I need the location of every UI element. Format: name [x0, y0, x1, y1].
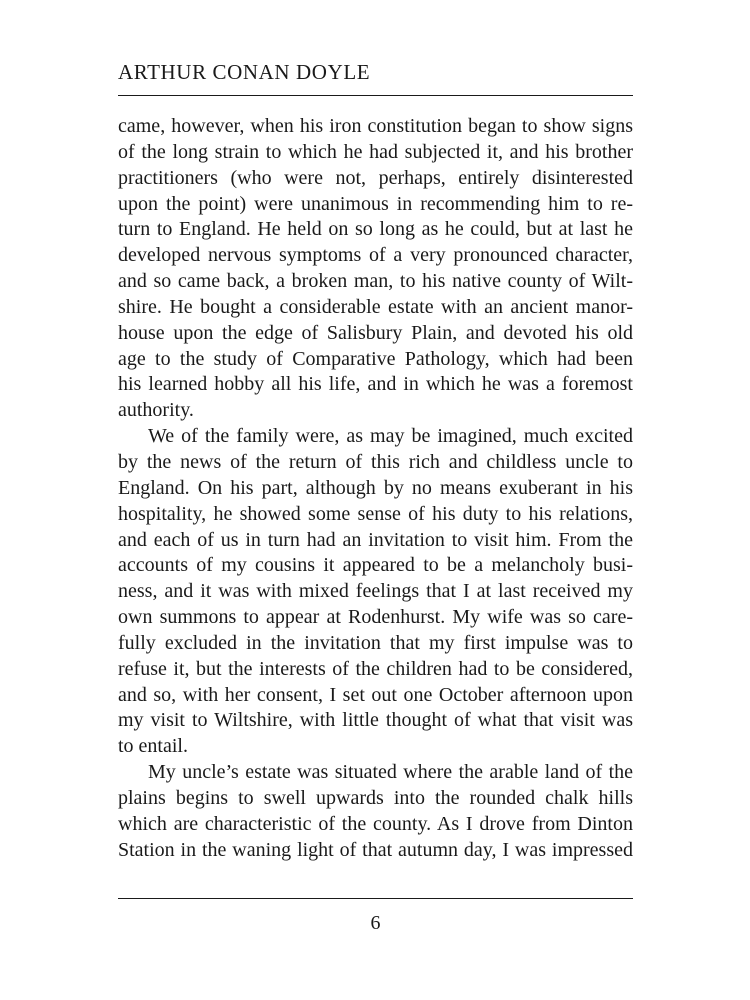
text-line: England. On his part, although by no means exuberant in his	[118, 476, 633, 499]
text-line: age to the study of Comparative Pathology, which had been	[118, 347, 633, 370]
text-line: and so came back, a broken man, to his native county of Wilt-	[118, 270, 633, 293]
text-line: his learned hobby all his life, and in which he was a foremost	[118, 373, 633, 396]
text-line: fully excluded in the invitation that my first impulse was to	[118, 631, 633, 654]
text-line: We of the family were, as may be imagined, much excited	[148, 425, 633, 448]
footer-rule	[118, 898, 633, 899]
text-line: My uncle’s estate was situated where the arable land of the	[148, 761, 633, 784]
page-footer	[118, 898, 633, 935]
text-line: own summons to appear at Rodenhurst. My wife was so care-	[118, 606, 633, 629]
text-line: Station in the waning light of that autumn day, I was impressed	[118, 838, 633, 861]
text-line: turn to England. He held on so long as he could, but at last he	[118, 218, 633, 241]
text-line: hospitality, he showed some sense of his duty to his relations,	[118, 502, 633, 525]
text-line: ness, and it was with mixed feelings that I at last received my	[118, 580, 633, 603]
text-line: by the news of the return of this rich and childless uncle to	[118, 450, 633, 473]
text-line: to entail.	[118, 735, 188, 758]
text-line: and so, with her consent, I set out one October afternoon upon	[118, 683, 633, 706]
text-line: came, however, when his iron constitution began to show signs	[118, 115, 633, 137]
text-line: my visit to Wiltshire, with little thought of what that visit was	[118, 709, 633, 732]
header-rule	[118, 95, 633, 96]
page-header	[118, 58, 633, 96]
text-line: of the long strain to which he had subjected it, and his brother	[118, 140, 633, 163]
text-line: accounts of my cousins it appeared to be a melancholy busi-	[118, 554, 633, 577]
text-line: which are characteristic of the county. As I drove from Dinton	[118, 812, 633, 835]
text-line: plains begins to swell upwards into the rounded chalk hills	[118, 786, 633, 809]
page-number: 6	[370, 912, 381, 934]
text-line: practitioners (who were not, perhaps, entirely disinterested	[118, 166, 633, 189]
text-line: house upon the edge of Salisbury Plain, and devoted his old	[118, 321, 633, 344]
text-line: upon the point) were unanimous in recommending him to re-	[118, 192, 633, 215]
text-line: refuse it, but the interests of the children had to be considered,	[118, 657, 633, 680]
text-line: and each of us in turn had an invitation to visit him. From the	[118, 528, 633, 551]
text-line: authority.	[118, 399, 194, 422]
text-line: shire. He bought a considerable estate with an ancient manor-	[118, 295, 633, 318]
body-text	[118, 114, 633, 863]
running-title: ARTHUR CONAN DOYLE	[118, 60, 371, 84]
text-line: developed nervous symptoms of a very pronounced character,	[118, 244, 633, 267]
